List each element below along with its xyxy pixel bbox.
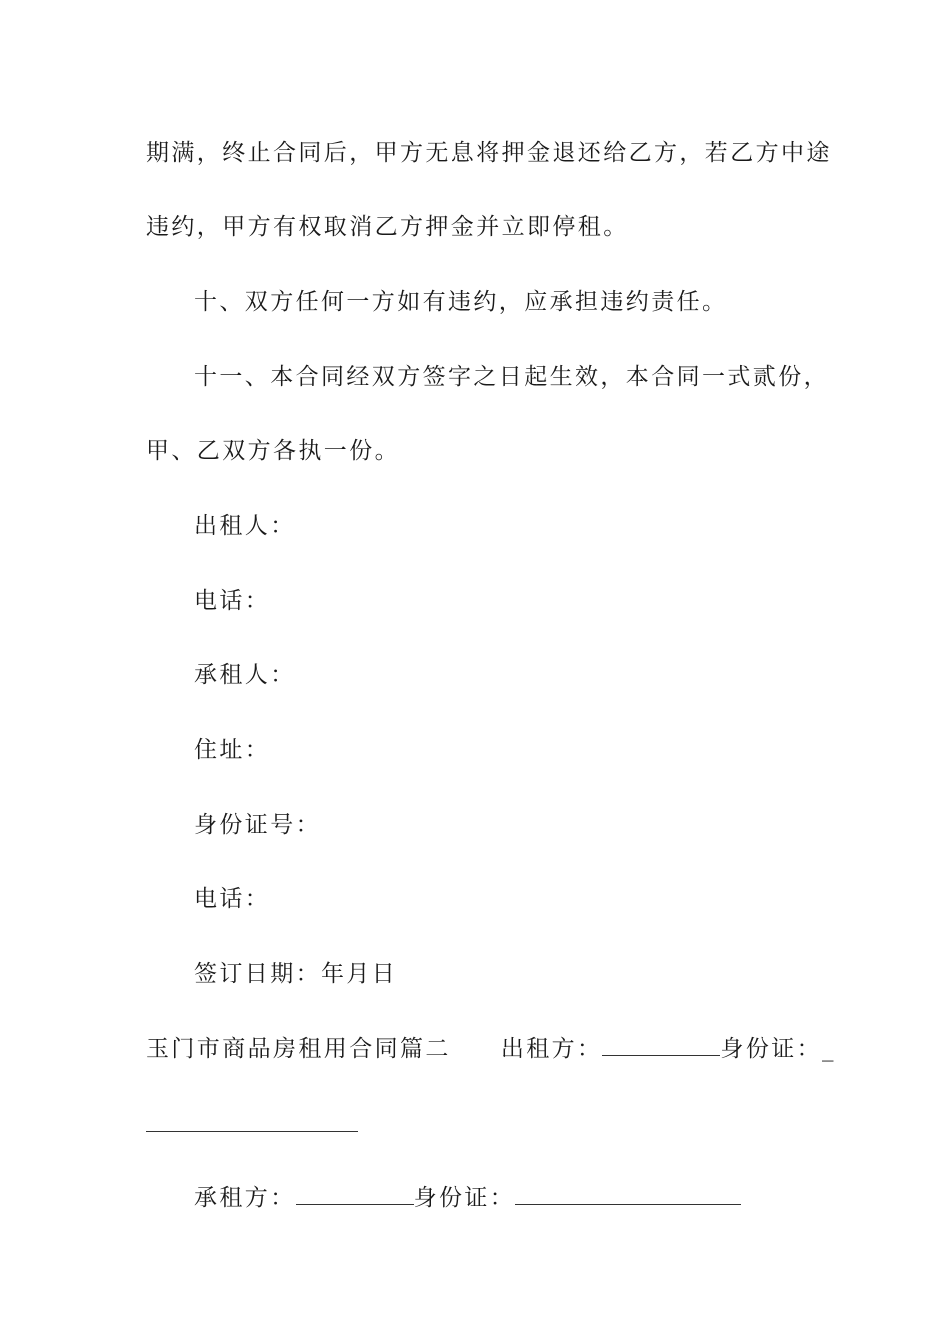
phone-field: 电话： <box>194 886 271 912</box>
phone-field: 电话： <box>194 588 271 614</box>
paragraph-line: 违约，甲方有权取消乙方押金并立即停租。 <box>146 214 629 240</box>
clause-ten: 十、双方任何一方如有违约，应承担违约责任。 <box>194 289 728 315</box>
paragraph-line: 期满，终止合同后，甲方无息将押金退还给乙方，若乙方中途 <box>146 140 832 166</box>
lessor-label: 出租方： <box>500 1036 603 1062</box>
lessee-line <box>194 1183 741 1213</box>
lessor-id-label: 身份证： <box>720 1036 823 1062</box>
section-heading-line <box>146 1034 836 1064</box>
paragraph-line: 甲、乙双方各执一份。 <box>146 438 400 464</box>
address-field: 住址： <box>194 737 271 763</box>
lessor-id-blank-continued <box>146 1131 358 1132</box>
lessor-field: 出租人： <box>194 513 296 539</box>
lessor-blank <box>602 1037 720 1056</box>
signing-date-field: 签订日期：年月日 <box>194 961 398 987</box>
section-title: 玉门市商品房租用合同篇二 <box>146 1036 451 1062</box>
lessee-field: 承租人： <box>194 662 296 688</box>
lessor-id-tail: _ <box>822 1036 836 1062</box>
lessee-id-blank <box>515 1186 741 1205</box>
lessee-id-label: 身份证： <box>413 1185 516 1211</box>
lessee-label: 承租方： <box>194 1185 296 1211</box>
clause-eleven: 十一、本合同经双方签字之日起生效，本合同一式贰份， <box>194 364 829 390</box>
lessee-blank <box>296 1186 414 1205</box>
id-number-field: 身份证号： <box>194 812 321 838</box>
